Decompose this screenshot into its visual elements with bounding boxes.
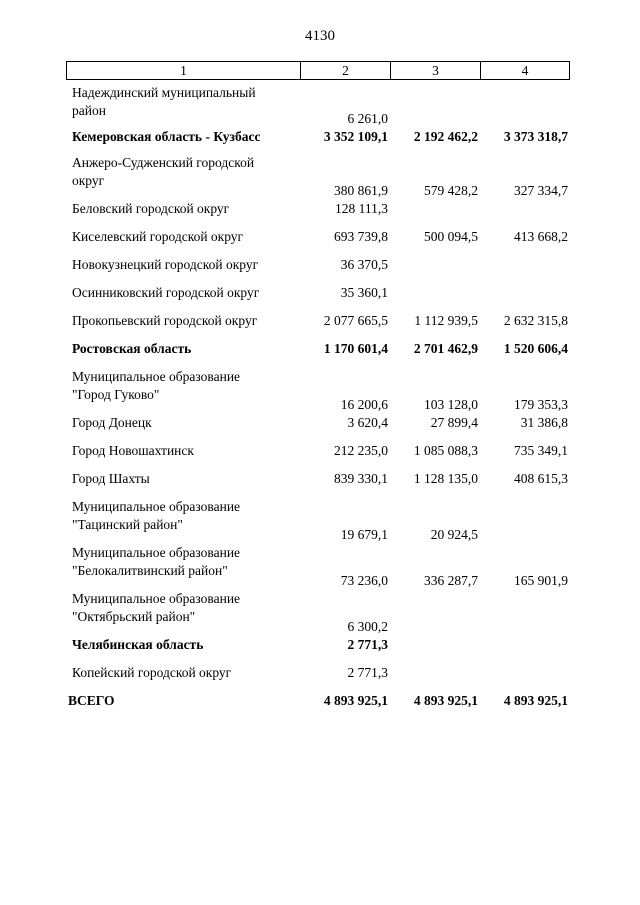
row-name-line: "Город Гуково"	[72, 387, 160, 402]
value-text: 2 771,3	[347, 665, 388, 680]
page-number: 4130	[305, 28, 335, 44]
row-value-c3	[390, 284, 480, 312]
row-name-line: Киселевский городской округ	[72, 229, 244, 244]
row-value-c3	[390, 200, 480, 228]
row-name	[66, 414, 300, 442]
row-value-c2	[300, 128, 390, 154]
row-value-c3	[390, 692, 480, 720]
row-value-c2	[300, 544, 390, 590]
row-name	[66, 368, 300, 414]
row-name-line: округ	[72, 173, 105, 188]
table-row	[66, 128, 570, 154]
row-value-c2	[300, 414, 390, 442]
row-value-c4	[480, 84, 568, 128]
row-name-line: Новокузнецкий городской округ	[72, 257, 259, 272]
row-value-c2	[300, 368, 390, 414]
row-value-c4	[480, 368, 568, 414]
row-value-c2	[300, 470, 390, 498]
table-row	[66, 636, 570, 664]
row-name-line: Ростовская область	[72, 341, 192, 356]
row-value-c3	[390, 544, 480, 590]
row-value-c3	[390, 470, 480, 498]
row-value-c2	[300, 590, 390, 636]
row-value-c3	[390, 368, 480, 414]
value-text: 128 111,3	[335, 201, 388, 216]
row-name	[66, 228, 300, 256]
row-value-c3	[390, 228, 480, 256]
value-text: 27 899,4	[430, 415, 478, 430]
row-value-c3	[390, 154, 480, 200]
table-row	[66, 228, 570, 256]
row-name-line: "Тацинский район"	[72, 517, 183, 532]
row-value-c4	[480, 284, 568, 312]
value-text: 6 300,2	[347, 619, 388, 634]
row-value-c4	[480, 340, 568, 368]
row-value-c4	[480, 498, 568, 544]
value-text: 3 620,4	[347, 415, 388, 430]
value-text: 4 893 925,1	[503, 693, 568, 708]
table-header	[66, 61, 570, 80]
row-value-c4	[480, 544, 568, 590]
row-value-c3	[390, 442, 480, 470]
table-row	[66, 200, 570, 228]
value-text: 2 632 315,8	[503, 313, 568, 328]
row-value-c2	[300, 664, 390, 692]
row-name	[66, 340, 300, 368]
value-text: 165 901,9	[514, 573, 568, 588]
row-value-c2	[300, 284, 390, 312]
row-name-line: Надеждинский муниципальный	[72, 85, 256, 100]
value-text: 693 739,8	[334, 229, 388, 244]
row-name	[66, 84, 300, 128]
value-text: 3 352 109,1	[323, 129, 388, 144]
row-value-c4	[480, 664, 568, 692]
table-row	[66, 470, 570, 498]
row-value-c3	[390, 664, 480, 692]
row-value-c2	[300, 312, 390, 340]
value-text: 408 615,3	[514, 471, 568, 486]
table-row	[66, 498, 570, 544]
row-value-c3	[390, 498, 480, 544]
value-text: 73 236,0	[340, 573, 388, 588]
row-name-line: Кемеровская область - Кузбасс	[72, 129, 261, 144]
value-text: 3 373 318,7	[503, 129, 568, 144]
row-value-c3	[390, 340, 480, 368]
row-value-c3	[390, 636, 480, 664]
row-name-line: "Белокалитвинский район"	[72, 563, 228, 578]
value-text: 1 170 601,4	[323, 341, 388, 356]
table-row	[66, 692, 570, 720]
table-row	[66, 256, 570, 284]
row-value-c3	[390, 414, 480, 442]
table-row	[66, 340, 570, 368]
table-row	[66, 442, 570, 470]
row-name-line: Город Донецк	[72, 415, 152, 430]
row-value-c2	[300, 636, 390, 664]
row-value-c3	[390, 590, 480, 636]
value-text: 103 128,0	[424, 397, 478, 412]
table-row	[66, 284, 570, 312]
row-name	[66, 284, 300, 312]
table-row	[66, 664, 570, 692]
table-row	[66, 312, 570, 340]
row-value-c4	[480, 692, 568, 720]
value-text: 4 893 925,1	[323, 693, 388, 708]
header-col-4: 4	[521, 63, 529, 78]
row-value-c4	[480, 442, 568, 470]
row-name-line: Муниципальное образование	[72, 499, 241, 514]
table-row	[66, 590, 570, 636]
row-value-c4	[480, 636, 568, 664]
row-value-c2	[300, 84, 390, 128]
row-value-c2	[300, 498, 390, 544]
row-name	[66, 128, 300, 154]
value-text: 1 085 088,3	[413, 443, 478, 458]
table-row	[66, 414, 570, 442]
row-value-c2	[300, 692, 390, 720]
row-name-line: Челябинская область	[72, 637, 204, 652]
row-value-c2	[300, 256, 390, 284]
row-name	[66, 544, 300, 590]
row-value-c4	[480, 312, 568, 340]
value-text: 212 235,0	[334, 443, 388, 458]
row-name-line: Прокопьевский городской округ	[72, 313, 258, 328]
table-row	[66, 368, 570, 414]
row-name-line: Город Новошахтинск	[72, 443, 194, 458]
row-name	[66, 590, 300, 636]
row-name-line: Муниципальное образование	[72, 545, 241, 560]
row-value-c4	[480, 128, 568, 154]
value-text: 6 261,0	[347, 111, 388, 126]
value-text: 336 287,7	[424, 573, 478, 588]
value-text: 2 771,3	[347, 637, 388, 652]
row-name-line: Беловский городской округ	[72, 201, 230, 216]
row-value-c4	[480, 470, 568, 498]
row-value-c3	[390, 128, 480, 154]
row-value-c4	[480, 154, 568, 200]
row-value-c2	[300, 340, 390, 368]
row-name-line: Копейский городской округ	[72, 665, 232, 680]
row-name	[66, 442, 300, 470]
value-text: 19 679,1	[340, 527, 388, 542]
row-value-c4	[480, 590, 568, 636]
row-value-c3	[390, 84, 480, 128]
row-name	[66, 664, 300, 692]
row-name-line: Анжеро-Судженский городской	[72, 155, 255, 170]
row-value-c4	[480, 228, 568, 256]
header-col-3: 3	[391, 62, 481, 79]
table-row	[66, 544, 570, 590]
row-name	[66, 498, 300, 544]
header-col-2: 2	[301, 62, 391, 79]
row-value-c3	[390, 256, 480, 284]
value-text: 20 924,5	[430, 527, 478, 542]
value-text: 16 200,6	[340, 397, 388, 412]
value-text: 2 701 462,9	[413, 341, 478, 356]
row-name	[66, 154, 300, 200]
table-body	[66, 84, 570, 720]
value-text: 4 893 925,1	[413, 693, 478, 708]
row-name-line: Город Шахты	[72, 471, 150, 486]
value-text: 35 360,1	[340, 285, 388, 300]
value-text: 36 370,5	[340, 257, 388, 272]
row-name-line: ВСЕГО	[68, 693, 115, 708]
row-name	[66, 692, 300, 720]
row-name-line: Осинниковский городской округ	[72, 285, 260, 300]
value-text: 2 077 665,5	[323, 313, 388, 328]
value-text: 839 330,1	[334, 471, 388, 486]
row-value-c4	[480, 256, 568, 284]
value-text: 735 349,1	[514, 443, 568, 458]
row-name-line: Муниципальное образование	[72, 591, 241, 606]
row-name	[66, 200, 300, 228]
row-value-c2	[300, 154, 390, 200]
row-name-line: район	[72, 103, 106, 118]
row-name	[66, 470, 300, 498]
table-row	[66, 84, 570, 128]
header-col-1: 1	[67, 62, 301, 79]
row-value-c4	[480, 414, 568, 442]
row-name	[66, 312, 300, 340]
row-value-c2	[300, 442, 390, 470]
value-text: 31 386,8	[520, 415, 568, 430]
value-text: 579 428,2	[424, 183, 478, 198]
value-text: 2 192 462,2	[413, 129, 478, 144]
value-text: 1 128 135,0	[413, 471, 478, 486]
row-value-c2	[300, 200, 390, 228]
value-text: 380 861,9	[334, 183, 388, 198]
row-value-c4	[480, 200, 568, 228]
row-value-c3	[390, 312, 480, 340]
row-value-c2	[300, 228, 390, 256]
table-row	[66, 154, 570, 200]
row-name-line: Муниципальное образование	[72, 369, 241, 384]
value-text: 413 668,2	[514, 229, 568, 244]
value-text: 179 353,3	[514, 397, 568, 412]
row-name	[66, 636, 300, 664]
value-text: 327 334,7	[514, 183, 568, 198]
value-text: 1 112 939,5	[414, 313, 478, 328]
value-text: 1 520 606,4	[503, 341, 568, 356]
row-name	[66, 256, 300, 284]
row-name-line: "Октябрьский район"	[72, 609, 196, 624]
value-text: 500 094,5	[424, 229, 478, 244]
